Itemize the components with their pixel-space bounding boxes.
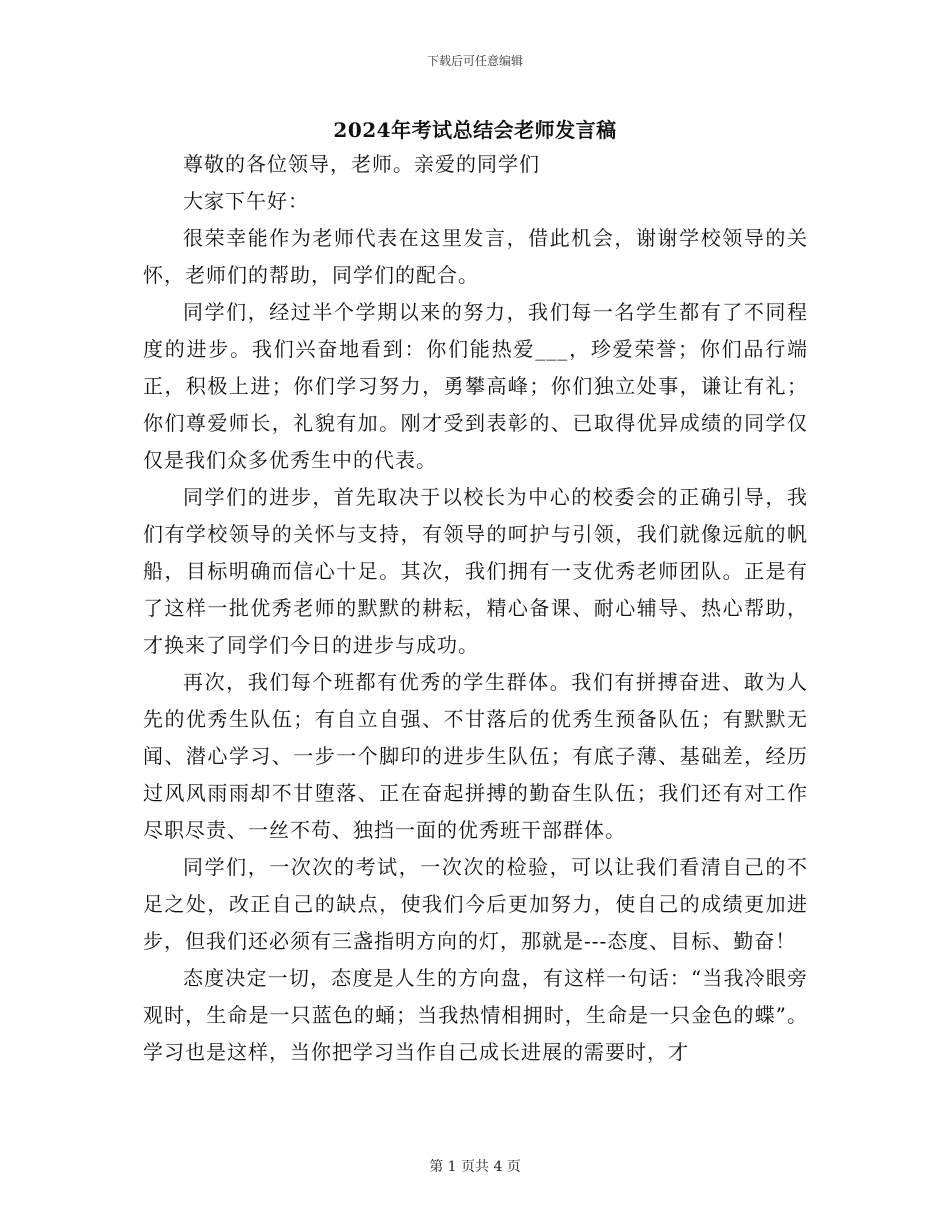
document-title: 2024年考试总结会老师发言稿 [333, 118, 617, 142]
header-note: 下载后可任意编辑 [426, 54, 523, 68]
paragraph: 同学们，一次次的考试，一次次的检验，可以让我们看清自己的不足之处，改正自己的缺点，使我们今后更加努力，使自己的成绩更加进步，但我们还必须有三盏指明方向的灯，那就是---态度、目标、勤奋！ [143, 855, 808, 953]
salutation: 尊敬的各位领导，老师。亲爱的同学们 [183, 152, 540, 176]
page-number: 第 1 页共 4 页 [429, 1159, 521, 1175]
paragraph: 同学们的进步，首先取决于以校长为中心的校委会的正确引导，我们有学校领导的关怀与支持，有领导的呵护与引领，我们就像远航的帆船，目标明确而信心十足。其次，我们拥有一支优秀老师团队。正是有了这样一批优秀老师的默默的耕耘，精心备课、耐心辅导、热心帮助，才换来了同学们今日的进步与成功。 [143, 485, 808, 657]
paragraph: 同学们，经过半个学期以来的努力，我们每一名学生都有了不同程度的进步。我们兴奋地看到：你们能热爱___，珍爱荣誉；你们品行端正，积极上进；你们学习努力，勇攀高峰；你们独立处事，谦让有礼；你们尊爱师长，礼貌有加。刚才受到表彰的、已取得优异成绩的同学仅仅是我们众多优秀生中的代表。 [143, 300, 808, 472]
paragraph: 再次，我们每个班都有优秀的学生群体。我们有拼搏奋进、敢为人先的优秀生队伍；有自立自强、不甘落后的优秀生预备队伍；有默默无闻、潜心学习、一步一个脚印的进步生队伍；有底子薄、基础差，经历过风风雨雨却不甘堕落、正在奋起拼搏的勤奋生队伍；我们还有对工作尽职尽责、一丝不苟、独挡一面的优秀班干部群体。 [143, 670, 808, 842]
document-body [143, 146, 808, 1071]
paragraph: 态度决定一切，态度是人生的方向盘，有这样一句话：“当我冷眼旁观时，生命是一只蓝色的蛹；当我热情相拥时，生命是一只金色的蝶”。学习也是这样，当你把学习当作自己成长进展的需要时，才 [143, 966, 808, 1064]
greeting: 大家下午好： [183, 189, 309, 213]
paragraph: 很荣幸能作为老师代表在这里发言，借此机会，谢谢学校领导的关怀，老师们的帮助，同学们的配合。 [143, 226, 808, 287]
